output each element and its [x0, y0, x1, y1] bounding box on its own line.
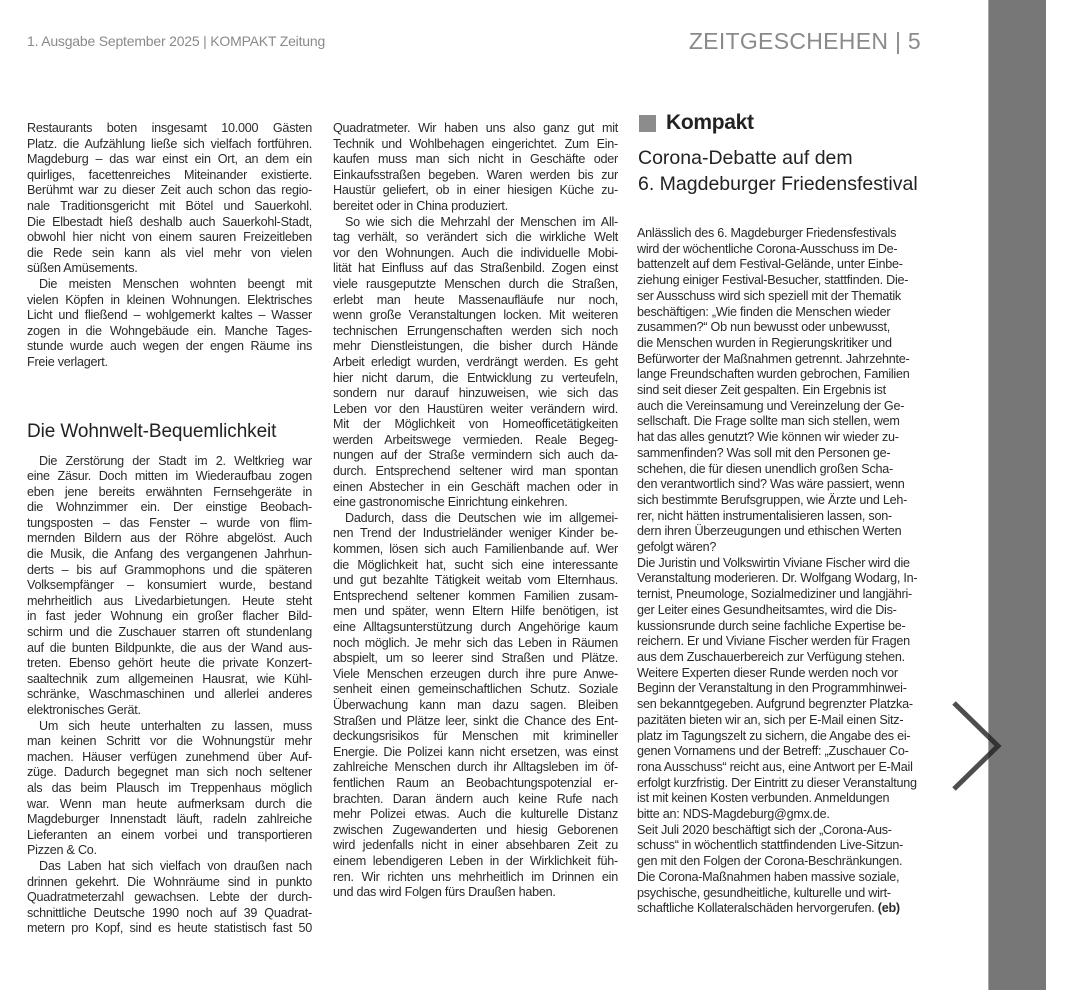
text-line: Beginn der Veranstaltung in den Programmhinwei-	[637, 681, 907, 696]
text-line: schehen, die für diesen unendlich großen Scha-	[637, 461, 893, 476]
text-line: Platz. die Aufzählung ließe sich vielfach fortführen.	[27, 136, 312, 151]
text-line: Straßen und Plätze leer, sinkt die Chance des Ent-	[333, 713, 618, 728]
section-marker-square	[639, 115, 656, 132]
text-line: Pizzen & Co.	[27, 843, 97, 858]
text-line: So wie sich die Mehrzahl der Menschen im All-	[345, 214, 618, 229]
text-line: Licht und fließend – wohlgemerkt kaltes – Wasser	[27, 308, 312, 323]
text-line: erfolgt kurzfristig. Der Eintritt zu dieser Veranstaltung	[637, 775, 917, 790]
article-column-2	[333, 121, 618, 901]
text-line: und gut bezahlte Tätigkeit weitab vom Elternhaus.	[333, 573, 618, 588]
text-line: Um sich heute unterhalten zu lassen, muss	[39, 718, 312, 733]
text-line: zwischen Zugewanderten und hiesig Geborenen	[333, 822, 618, 837]
text-line: Entsprechend seltener kommen Familien zusam-	[333, 588, 618, 603]
text-line: Die Juristin und Volkswirtin Viviane Fischer wird die	[637, 555, 910, 570]
text-line: Einkaufsstraßen begeben. Waren werden bis zur	[333, 167, 618, 182]
news-title-line: Corona-Debatte auf dem	[638, 147, 853, 169]
text-line: sich bestimmte Berufsgruppen, wie Ärzte und Leh-	[637, 492, 908, 507]
text-line: man keinen Schritt vor die Wohnungstür mehr	[27, 734, 312, 749]
text-line: battenzelt auf dem Festival-Gelände, unter Einbe-	[637, 257, 903, 272]
text-line: die Menschen wurden in Regierungskritiker und	[637, 335, 892, 350]
text-line: Volksempfänger – konsumiert wurde, bestand	[27, 578, 312, 593]
text-line: beschäftigen: „Wie finden die Menschen wieder	[637, 304, 891, 319]
text-line: werden Arbeitswege vermieden. Reale Begeg-	[333, 432, 618, 447]
text-line: men und später, wenn Eltern Hilfe benötigen, ist	[333, 604, 618, 619]
text-line: schnittliche Deutsche 1990 noch auf 39 Quadrat-	[27, 905, 312, 920]
text-line: reichern. Er und Viviane Fischer werden für Fragen	[637, 634, 910, 649]
text-line: nen Trend der Industrieländer weniger Kinder be-	[333, 526, 618, 541]
text-line: auch die Vereinsamung und Vereinzelung der Ge-	[637, 398, 905, 413]
text-line: sind seit dieser Zeit gespalten. Ein Ergebnis ist	[637, 383, 886, 398]
text-line: Restaurants boten insgesamt 10.000 Gästen	[27, 121, 312, 135]
text-line: schuss“ in wöchentlich stattfindenden Live-Sitzun-	[637, 838, 904, 853]
text-line: treten. Ebenso gehört heute die private Konzert-	[27, 656, 312, 671]
chevron-right-icon[interactable]	[945, 695, 1015, 800]
text-line: dern ihren Überzeugungen und ethischen Werten	[637, 524, 902, 539]
text-line: wird jedenfalls nicht in einer absehbaren Zeit zu	[333, 838, 618, 853]
text-line-content: schaftliche Kollateralschäden hervorgerufen.	[637, 901, 878, 916]
text-line: Berühmt war zu dieser Zeit auch schon das regio-	[27, 183, 312, 198]
text-line: kaufen muss man sich nicht in Geschäfte oder	[333, 152, 618, 167]
text-line: sen bekanntgegeben. Aufgrund begrenzter Platzka-	[637, 697, 913, 712]
text-line: zogen in die Wohngebäude ein. Manche Tages-	[27, 323, 312, 338]
text-line: Freie verlagert.	[27, 354, 108, 369]
text-line: metern pro Kopf, sind es heute statistisch fast 50	[27, 921, 312, 936]
text-line: Technik und Wohlbehagen eingerichtet. Zum Ein-	[333, 136, 618, 151]
text-line: saaltechnik zum allgemeinen Hausrat, wie Kühl-	[27, 671, 312, 686]
text-line: Befürworter der Maßnahmen getrennt. Jahrzehnte-	[637, 351, 910, 366]
author-signature: (eb)	[877, 901, 900, 916]
text-line: Weitere Experten dieser Runde werden noch vor	[637, 665, 898, 680]
text-line: derts – bis auf Grammophons und die späteren	[27, 562, 312, 577]
text-line: sammenfinden? Was soll mit den Personen ge-	[637, 445, 891, 460]
text-line: sondern nur darauf hinzuweisen, wie sich das	[333, 386, 618, 401]
text-line: psychische, gesundheitliche, kulturelle und wirt-	[637, 885, 891, 900]
text-line: pazitäten bieten wir an, sich per E-Mail einen Sitz-	[637, 712, 904, 727]
text-line: ist mit keinen Kosten verbunden. Anmeldungen	[637, 791, 890, 806]
text-line: Energie. Die Polizei kann nicht ersetzen, was einst	[333, 744, 618, 759]
text-line: Lieferanten an einem vorbei und transportieren	[27, 827, 312, 842]
text-line: Die Zerstörung der Stadt im 2. Weltkrieg war	[39, 453, 312, 468]
text-line: Viele Menschen erzeugen durch ihre pure Anwe-	[333, 666, 618, 681]
text-line: eine gastronomische Einrichtung einkehren.	[333, 495, 568, 510]
text-line: deckungsrisikos für Menschen mit krimineller	[333, 729, 618, 744]
text-line: Die meisten Menschen wohnten beengt mit	[39, 276, 312, 291]
text-line: auf die bunten Bildpunkte, die aus der Wand aus-	[27, 640, 312, 655]
section-heading: Die Wohnwelt-Bequemlichkeit	[27, 420, 277, 442]
text-line: obwohl hier nicht von einem sauren Freizeitleben	[27, 230, 312, 245]
text-line: Arbeit erledigt wurden, verdrängt werden. Es geht	[333, 354, 618, 369]
text-line: schirm und die Zuschauer starren oft stundenlang	[27, 625, 312, 640]
text-line: die Wohnzimmer ein. Der einstige Beobach-	[27, 500, 312, 515]
text-line: erlebt man heute Massenaufläufe nur noch,	[333, 292, 618, 307]
text-line: Dadurch, dass die Deutschen wie im allgemei-	[345, 510, 618, 525]
text-line: nungen auf der Straße vermindern sich auch da-	[333, 448, 618, 463]
text-line: schränke, Waschmaschinen und allerlei anderes	[27, 687, 312, 702]
text-line: rona Ausschuss“ reicht aus, eine Antwort per E-Mail	[637, 759, 913, 774]
text-line: Magdeburg – das war einst ein Ort, an dem ein	[27, 152, 312, 167]
text-line: abspielt, um so leerer sind Straßen und Plätze.	[333, 651, 618, 666]
text-line: Quadratmeterzahl gewachsen. Lebte der durch-	[27, 890, 312, 905]
text-line: wenn große Veranstaltungen locken. Mit weiteren	[333, 308, 618, 323]
column-2-body	[333, 121, 618, 901]
text-line: mehr Dienstleistungen, die bisher durch Hände	[333, 339, 618, 354]
text-line: lität hat Einfluss auf das Straßenbild. Zogen einst	[333, 261, 618, 276]
text-line: Quadratmeter. Wir haben uns also ganz gut mit	[333, 121, 618, 135]
section-label: Kompakt	[666, 111, 754, 134]
text-line: einem lebendigeren Leben in der Wirklichkeit füh-	[333, 853, 618, 868]
text-line: ziehung einiger Festival-Besucher, stattfinden. Die-	[637, 273, 909, 288]
column-1-body	[27, 454, 312, 937]
text-line: technischen Errungenschaften werden sich noch	[333, 323, 618, 338]
text-line: kussionsrunde durch seine fachliche Expertise be-	[637, 618, 906, 633]
text-line: süßen Amüsements.	[27, 261, 138, 276]
text-line: noch möglich. Je mehr sich das Leben in Räumen	[333, 635, 618, 650]
text-line: den verantwortlich sind? Was wäre passiert, wenn	[637, 477, 905, 492]
text-line: als das beim Plausch im Treppenhaus möglich	[27, 780, 312, 795]
kompakt-section-label	[639, 111, 754, 135]
text-line: mernden Bildern aus der Röhre abgelöst. Auch	[27, 531, 312, 546]
text-line: Seit Juli 2020 beschäftigt sich der „Corona-Aus-	[637, 822, 892, 837]
text-line: tungsposten – das Fenster – wurde von flim-	[27, 515, 312, 530]
text-line: eine Zäsur. Doch mitten im Wiederaufbau zogen	[27, 469, 312, 484]
text-line: züge. Dadurch begegnet man sich noch seltener	[27, 765, 312, 780]
page-header-left: 1. Ausgabe September 2025 | KOMPAKT Zeitung	[27, 33, 326, 49]
text-line: Die Elbestadt hieß deshalb auch Sauerkohl-Stadt,	[27, 214, 312, 229]
article-column-1	[27, 121, 312, 937]
text-line: platz im Tagungszelt zu sichern, die Angabe des ei-	[637, 728, 911, 743]
text-line: die Musik, die Anfang des vergangenen Jahrhun-	[27, 547, 312, 562]
text-line: fentlichen Raum an Beobachtungspotenzial er-	[333, 775, 618, 790]
text-line: eine Alltagsunterstützung durch Angehörige kaum	[333, 620, 618, 634]
text-line: Haustür geliefert, ob in einer hiesigen Küche zu-	[333, 183, 618, 198]
text-line: eben jene bereits erwähnten Fernsehgeräte in	[27, 484, 312, 499]
text-line: war. Wenn man heute aufmerksam durch die	[27, 796, 312, 811]
text-line: durch. Entsprechend seltener wird man spontan	[333, 464, 618, 479]
text-line: drinnen gekehrt. Die Wohnräume sind in punkto	[27, 874, 312, 889]
news-title	[638, 145, 918, 197]
text-line: Überwachung kann man dazu sagen. Bleiben	[333, 697, 618, 712]
text-line: die Möglichkeit hat, sucht sich eine interessante	[333, 557, 618, 572]
text-line: ternist, Pneumologe, Sozialmediziner und langjähri-	[637, 587, 912, 602]
text-line: kommen, lösen sich auch Familienbande auf. Wer	[333, 542, 618, 557]
text-line: vielen Köpfen in kleinen Wohnungen. Elektrisches	[27, 292, 312, 307]
column-3-body	[637, 226, 927, 917]
text-line: quirliges, facettenreiches Miteinander existierte.	[27, 167, 312, 182]
text-line: machen. Häuser verfügen zunehmend über Auf-	[27, 749, 312, 764]
column-1-intro	[27, 121, 312, 371]
text-line: ger Leiter eines Gesundheitsamtes, wird die Dis-	[637, 602, 897, 617]
text-line	[637, 901, 927, 917]
text-line: zahlreiche Menschen durch ihr Alltagsleben im öf-	[333, 760, 618, 775]
text-line: senheit einen gemeinschaftlichen Schutz. Soziale	[333, 682, 618, 697]
text-line: bitte an: NDS-Magdeburg@gmx.de.	[637, 807, 830, 822]
text-line: genen Vornamens und der Betreff: „Zuschauer Co-	[637, 744, 909, 759]
text-line: tag verhält, so verändert sich die wirkliche Welt	[333, 230, 618, 245]
text-line: lange Freundschaften wurden gebrochen, Familien	[637, 367, 910, 382]
text-line: gefolgt wären?	[637, 540, 717, 555]
text-line: mehr Polizei etwas. Auch die kulturelle Distanz	[333, 807, 618, 822]
text-line: gen mit den Folgen der Corona-Beschränkungen.	[637, 854, 903, 869]
article-column-3	[637, 226, 927, 917]
text-line: und das wird Folgen fürs Draußen haben.	[333, 885, 556, 900]
text-line: stunde wurde auch wegen der engen Räume ins	[27, 339, 312, 354]
text-line: brachten. Daran ändern auch keine Rufe nach	[333, 791, 618, 806]
text-line: Die Corona-Maßnahmen haben massive soziale,	[637, 869, 900, 884]
viewer-side-panel	[988, 0, 1046, 990]
text-line: in fast jeder Wohnung ein großer flacher Bild-	[27, 609, 312, 624]
text-line: Das Laben hat sich vielfach von draußen nach	[39, 858, 312, 873]
text-line: einen Abstecher in ein Geschäft machen oder in	[333, 479, 618, 494]
text-line: Magdeburger Innenstadt läuft, radeln zahlreiche	[27, 812, 312, 827]
text-line: bereitet oder in China produziert.	[333, 198, 508, 213]
text-line: viele rausgeputzte Menschen durch die Straßen,	[333, 276, 618, 291]
text-line: elektronisches Gerät.	[27, 703, 141, 717]
page-header-right: ZEITGESCHEHEN | 5	[688, 28, 921, 54]
text-line: Anlässlich des 6. Magdeburger Friedensfestivals	[637, 226, 897, 240]
text-line: ser Ausschuss wird sich speziell mit der Thematik	[637, 288, 901, 303]
text-line: zusammen?“ Ob nun bewusst oder unbewusst,	[637, 320, 890, 335]
text-line: Veranstaltung moderieren. Dr. Wolfgang Wodarg, In-	[637, 571, 918, 586]
text-line: ren. Wir richten uns mehrheitlich im Drinnen ein	[333, 869, 618, 884]
text-line: aus dem Zuschauerbereich zur Verfügung stehen.	[637, 649, 905, 664]
text-line: rer, nicht hätten instrumentalisieren lassen, son-	[637, 508, 892, 523]
text-line: hat das alles genutzt? Wie können wir wieder zu-	[637, 430, 899, 445]
text-line: Leben vor den Haustüren weiter verändern wird.	[333, 401, 618, 416]
text-line: Mit der Möglichkeit von Homeofficetätigkeiten	[333, 417, 618, 432]
news-title-line: 6. Magdeburger Friedensfestival	[638, 173, 918, 195]
text-line: hier nicht darum, die Entwicklung zu verteufeln,	[333, 370, 618, 385]
text-line: nale Traditionsgericht mit Bötel und Sauerkohl.	[27, 198, 312, 213]
text-line: vor den Wohnungen. Auch die individuelle Mobi-	[333, 245, 618, 260]
text-line: mehrheitlich aus Livedarbietungen. Heute steht	[27, 593, 312, 608]
text-line: wird der wöchentliche Corona-Ausschuss im De-	[637, 241, 898, 256]
text-line: sellschaft. Die Frage sollte man sich stellen, wem	[637, 414, 900, 429]
text-line: die Rede sein kann als viel mehr von vielen	[27, 245, 312, 260]
